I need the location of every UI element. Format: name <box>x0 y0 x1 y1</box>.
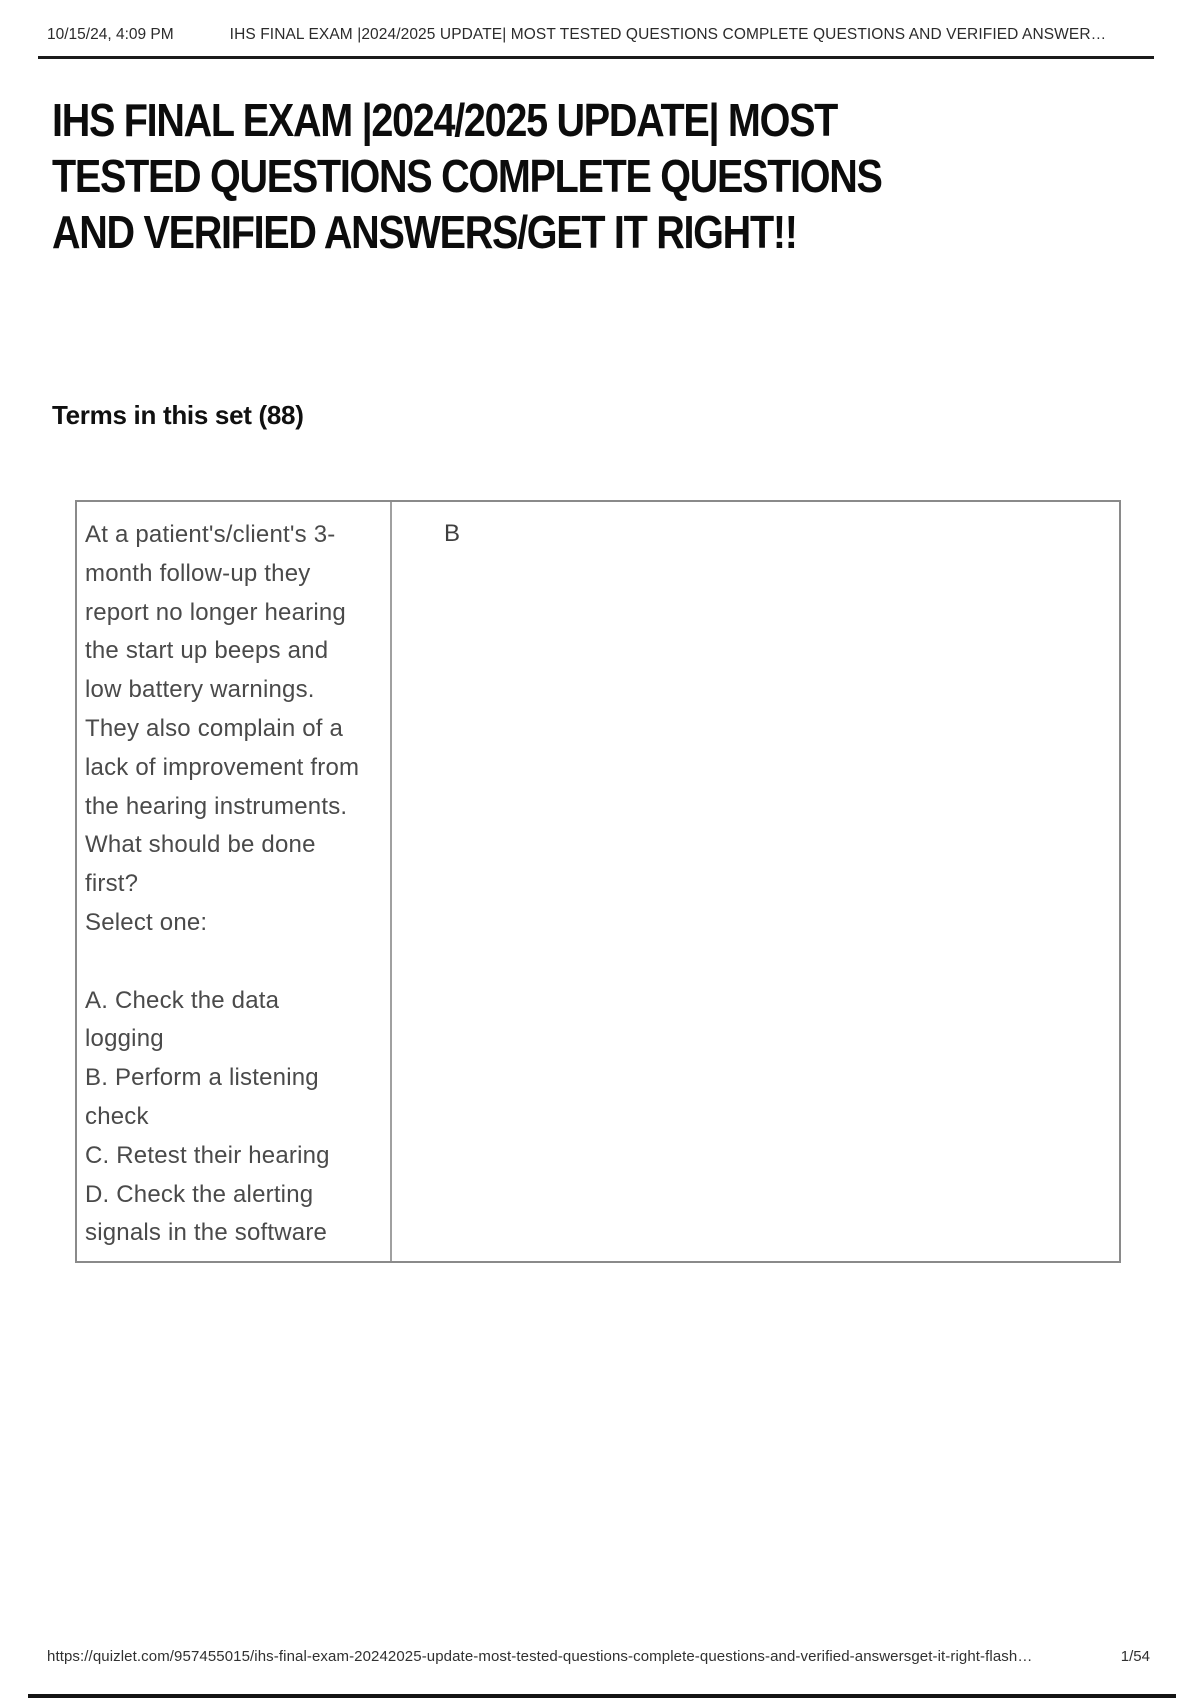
question-line: low battery warnings. <box>85 676 315 704</box>
answer-text: B <box>444 520 461 547</box>
question-line: What should be done <box>85 831 316 859</box>
question-line: C. Retest their hearing <box>85 1141 330 1169</box>
source-url: https://quizlet.com/957455015/ihs-final-exam-20242025-update-most-tested-questions-complete-questions-and-verified-answersget-it-right-flash… <box>47 1648 1033 1665</box>
question-line: check <box>85 1102 149 1130</box>
question-line: At a patient's/client's 3- <box>85 521 336 548</box>
set-title <box>52 92 1017 260</box>
question-line: lack of improvement from <box>85 753 360 781</box>
question-line: logging <box>85 1025 164 1053</box>
question-line <box>85 943 386 982</box>
print-datetime: 10/15/24, 4:09 PM <box>47 26 174 43</box>
header-rule <box>38 56 1154 59</box>
print-doc-title: IHS FINAL EXAM |2024/2025 UPDATE| MOST TESTED QUESTIONS COMPLETE QUESTIONS AND VERIFIED ANSWER… <box>229 26 1107 43</box>
page-indicator: 1/54 <box>1120 1648 1150 1665</box>
question-line: Select one: <box>85 908 208 936</box>
question-line: signals in the software <box>85 1219 328 1247</box>
print-footer <box>47 1648 1150 1665</box>
set-title-line-2: TESTED QUESTIONS COMPLETE QUESTIONS <box>52 150 882 202</box>
question-line: the hearing instruments. <box>85 792 348 820</box>
question-cell <box>77 502 392 1261</box>
footer-rule <box>28 1694 1176 1698</box>
question-line: D. Check the alerting <box>85 1180 314 1208</box>
question-line: the start up beeps and <box>85 637 329 665</box>
print-header <box>47 26 1150 44</box>
terms-table <box>75 500 1121 1263</box>
set-title-line-1: IHS FINAL EXAM |2024/2025 UPDATE| MOST <box>52 94 838 146</box>
question-line: They also complain of a <box>85 714 344 742</box>
question-line: report no longer hearing <box>85 598 346 626</box>
set-title-line-3: AND VERIFIED ANSWERS/GET IT RIGHT!! <box>52 206 797 258</box>
question-line: A. Check the data <box>85 986 280 1014</box>
answer-cell <box>392 502 1119 1261</box>
question-line: month follow-up they <box>85 559 311 587</box>
terms-count-heading: Terms in this set (88) <box>52 400 304 430</box>
question-line: B. Perform a listening <box>85 1064 319 1092</box>
question-line: first? <box>85 870 139 898</box>
